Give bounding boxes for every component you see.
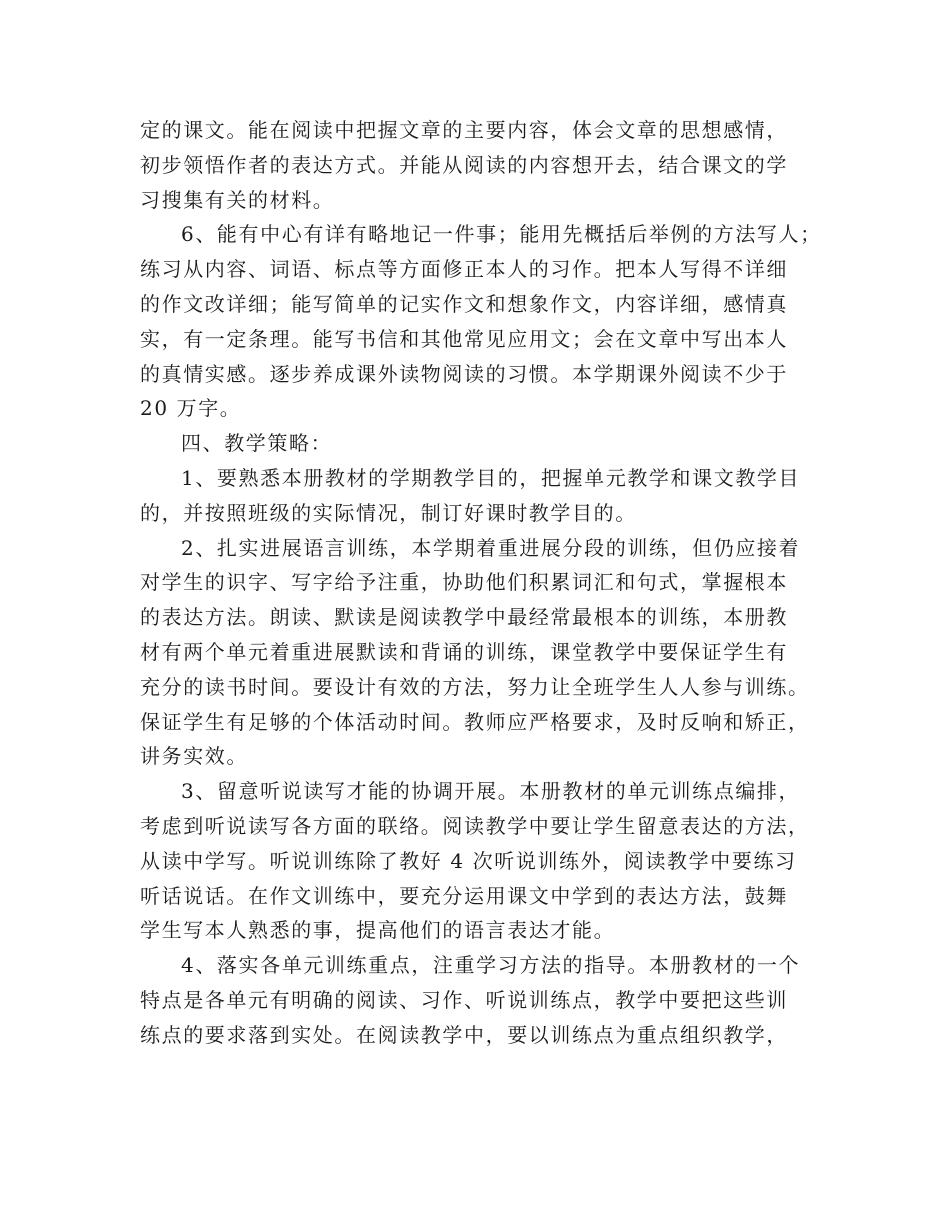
text-line: 练点的要求落到实处。在阅读教学中，要以训练点为重点组织教学，	[140, 1022, 788, 1047]
text-line: 对学生的识字、写字给予注重，协助他们积累词汇和句式，掌握根本	[140, 570, 788, 595]
text-line: 6、能有中心有详有略地记一件事；能用先概括后举例的方法写人；	[181, 222, 822, 247]
text-line: 实，有一定条理。能写书信和其他常见应用文；会在文章中写出本人	[140, 326, 788, 351]
text-line: 20 万字。	[140, 396, 242, 421]
text-line: 定的课文。能在阅读中把握文章的主要内容，体会文章的思想感情，	[140, 118, 788, 142]
text-line: 充分的读书时间。要设计有效的方法，努力让全班学生人人参与训练。	[140, 674, 810, 699]
text-line: 2、扎实进展语言训练，本学期着重进展分段的训练，但仍应接着	[181, 535, 801, 560]
text-line: 3、留意听说读写才能的协调开展。本册教材的单元训练点编排，	[181, 779, 801, 804]
text-line: 考虑到听说读写各方面的联络。阅读教学中要让学生留意表达的方法，	[140, 813, 810, 838]
text-line: 保证学生有足够的个体活动时间。教师应严格要求，及时反响和矫正，	[140, 709, 810, 734]
text-line: 初步领悟作者的表达方式。并能从阅读的内容想开去，结合课文的学	[140, 152, 788, 177]
text-line: 听话说话。在作文训练中，要充分运用课文中学到的表达方法，鼓舞	[140, 883, 788, 908]
text-line: 讲务实效。	[140, 744, 248, 769]
text-line: 的表达方法。朗读、默读是阅读教学中最经常最根本的训练，本册教	[140, 605, 788, 630]
text-line: 从读中学写。听说训练除了教好 4 次听说训练外，阅读教学中要练习	[140, 848, 797, 873]
text-line: 四、教学策略：	[181, 431, 333, 456]
text-line: 特点是各单元有明确的阅读、习作、听说训练点，教学中要把这些训	[140, 987, 788, 1012]
text-line: 习搜集有关的材料。	[140, 187, 335, 212]
text-line: 学生写本人熟悉的事，提高他们的语言表达才能。	[140, 918, 616, 943]
document-body	[140, 113, 830, 1053]
text-line: 的真情实感。逐步养成课外读物阅读的习惯。本学期课外阅读不少于	[140, 361, 788, 386]
text-line: 练习从内容、词语、标点等方面修正本人的习作。把本人写得不详细	[140, 257, 788, 282]
text-line: 4、落实各单元训练重点，注重学习方法的指导。本册教材的一个	[181, 953, 801, 978]
text-line: 的，并按照班级的实际情况，制订好课时教学目的。	[140, 500, 637, 525]
text-line: 材有两个单元着重进展默读和背诵的训练，课堂教学中要保证学生有	[140, 639, 788, 664]
text-line: 1、要熟悉本册教材的学期教学目的，把握单元教学和课文教学目	[181, 465, 801, 490]
text-line: 的作文改详细；能写简单的记实作文和想象作文，内容详细，感情真	[140, 291, 788, 316]
